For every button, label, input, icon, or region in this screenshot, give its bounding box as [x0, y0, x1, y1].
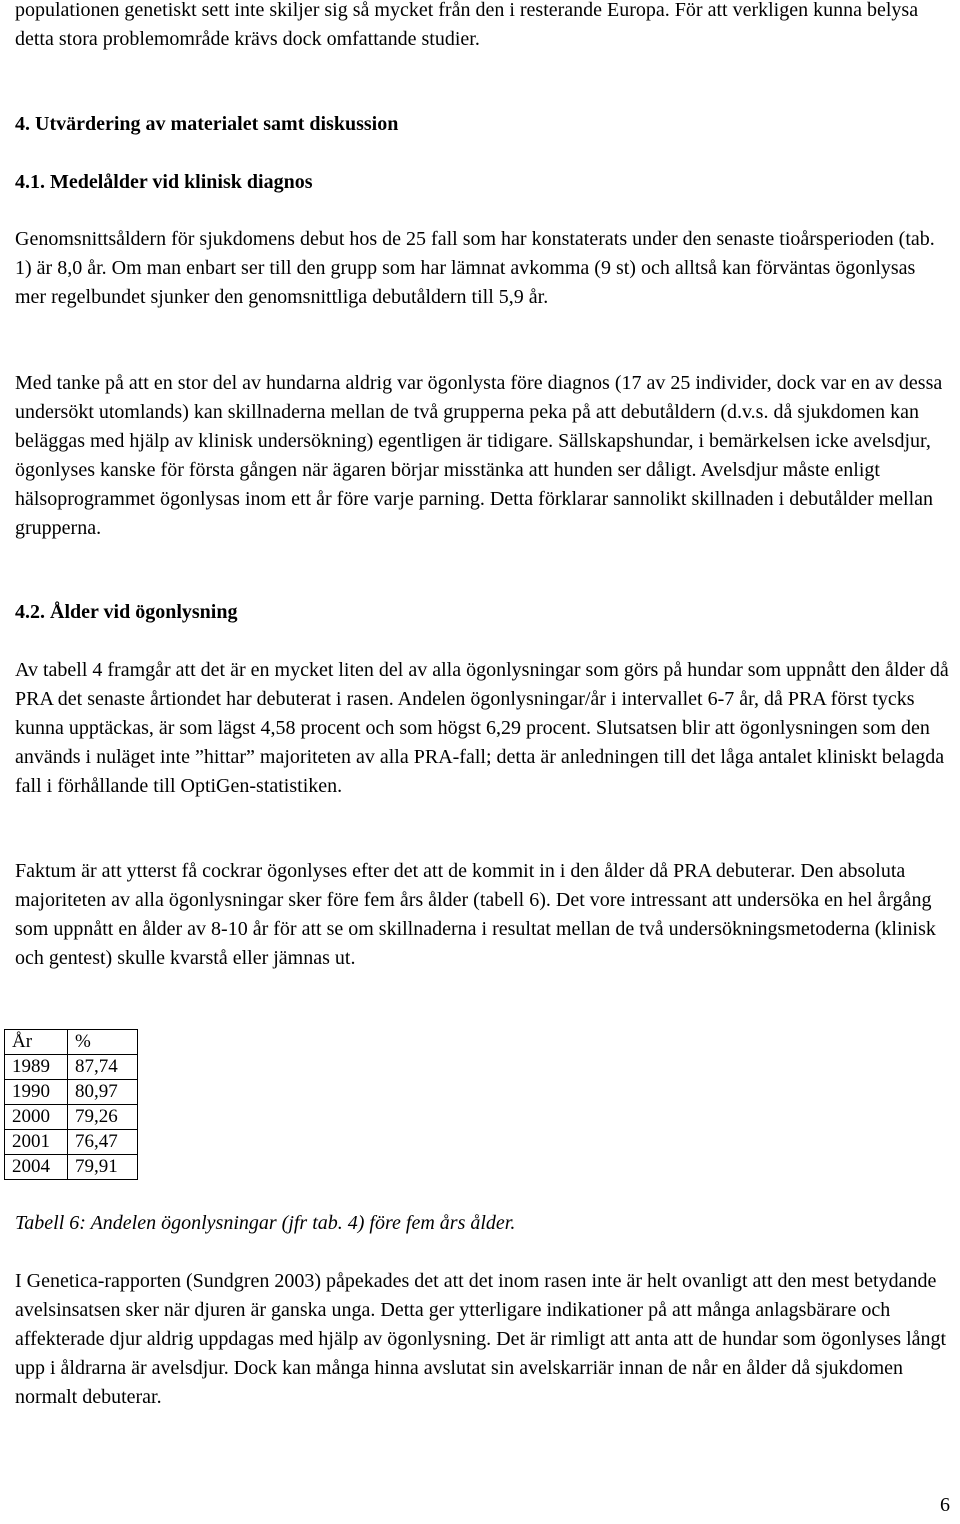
table-cell-year: 2000 — [5, 1105, 68, 1130]
table-cell-percent: 79,26 — [68, 1105, 138, 1130]
intro-paragraph-tail: populationen genetiskt sett inte skiljer sig så mycket från den i resterande Europa. För att verkligen kunna belysa detta stora problemområde krävs dock omfattande studier. — [15, 0, 919, 50]
subsection-heading-4-2: 4.2. Ålder vid ögonlysning — [15, 601, 238, 623]
table-cell-year: 2001 — [5, 1130, 68, 1155]
table-header-row — [5, 1030, 138, 1055]
table-row — [5, 1105, 138, 1130]
subsection-heading-4-1: 4.1. Medelålder vid klinisk diagnos — [15, 171, 313, 193]
paragraph-table4: Av tabell 4 framgår att det är en mycket liten del av alla ögonlysningar som görs på hundar som uppnått den ålder då PRA det senaste årtiondet har debuterat i rasen. Andelen ögonlysningar/år i intervallet 6-7 år, då PRA först tycks kunna upptäckas, är som lägst 4,58 procent och som högst 6,29 procent. Slutsatsen blir att ögonlysningen som den används i nuläget inte ”hittar” majoriteten av alla PRA-fall; detta är anledningen till det låga antalet kliniskt belagda fall i förhållande till OptiGen-statistiken. — [15, 659, 949, 797]
table-row — [5, 1055, 138, 1080]
table-cell-year: 1989 — [5, 1055, 68, 1080]
table-row — [5, 1130, 138, 1155]
page-number: 6 — [940, 1494, 950, 1516]
table-header-percent: % — [68, 1030, 138, 1055]
table-cell-percent: 80,97 — [68, 1080, 138, 1105]
section-heading-4: 4. Utvärdering av materialet samt diskussion — [15, 113, 399, 135]
paragraph-diagnosis-groups: Med tanke på att en stor del av hundarna aldrig var ögonlysta före diagnos (17 av 25 individer, dock var en av dessa undersökt utomlands) kan skillnaderna mellan de två grupperna peka på att debutåldern (d.v.s. då sjukdomen kan beläggas med hjälp av klinisk undersökning) egentligen är tidigare. Sällskapshundar, i bemärkelsen icke avelsdjur, ögonlyses kanske för första gången när ägaren börjar misstänka att hunden ser dåligt. Avelsdjur måste enligt hälsoprogrammet ögonlysas inom ett år före varje parning. Detta förklarar sannolikt skillnaden i debutålder mellan grupperna. — [15, 372, 943, 539]
table-cell-percent: 76,47 — [68, 1130, 138, 1155]
table-cell-percent: 79,91 — [68, 1155, 138, 1180]
table-cell-percent: 87,74 — [68, 1055, 138, 1080]
table-row — [5, 1155, 138, 1180]
paragraph-genetica-report: I Genetica-rapporten (Sundgren 2003) påpekades det att det inom rasen inte är helt ovanligt att den mest betydande avelsinsatsen sker när djuren är ganska unga. Detta ger ytterligare indikationer på att många anlagsbärare och affekterade djur aldrig uppdagas med hjälp av ögonlysning. Det är rimligt att anta att de hundar som ögonlyses långt upp i åldrarna är avelsdjur. Dock kan många hinna avslutat sin avelskarriär innan de når en ålder då sjukdomen normalt debuterar. — [15, 1270, 947, 1408]
table-header-year: År — [5, 1030, 68, 1055]
table-cell-year: 1990 — [5, 1080, 68, 1105]
paragraph-mean-age: Genomsnittsåldern för sjukdomens debut hos de 25 fall som har konstaterats under den senaste tioårsperioden (tab. 1) är 8,0 år. Om man enbart ser till den grupp som har lämnat avkomma (9 st) och alltså kan förväntas ögonlysas mer regelbundet sjunker den genomsnittliga debutåldern till 5,9 år. — [15, 228, 935, 308]
table-cell-year: 2004 — [5, 1155, 68, 1180]
table-6 — [4, 1029, 138, 1180]
table-row — [5, 1080, 138, 1105]
paragraph-few-males: Faktum är att ytterst få cockrar ögonlyses efter det att de kommit in i den ålder då PRA debuterar. Den absoluta majoriteten av alla ögonlysningar sker före fem års ålder (tabell 6). Det vore intressant att undersöka en hel årgång som uppnått en ålder av 8-10 år för att se om skillnaderna i resultat mellan de två undersökningsmetoderna (klinisk och gentest) skulle kvarstå eller jämnas ut. — [15, 860, 936, 969]
table-caption: Tabell 6: Andelen ögonlysningar (jfr tab. 4) före fem års ålder. — [15, 1212, 516, 1234]
